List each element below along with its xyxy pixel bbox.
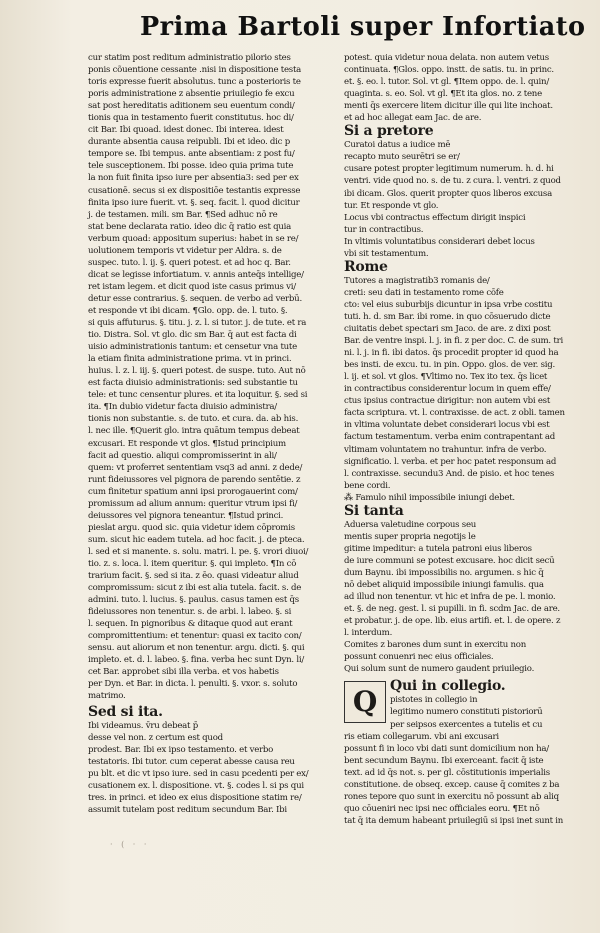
qui-in-collegio-line: constitutione. de obseq. excep. cause q̄ comites z ba (344, 779, 560, 790)
left-column-line: tele: et tunc censentur plures. et ita loquitur. §. sed si (88, 390, 308, 401)
left-column-line: finita ipso iure fuerit. vt. §. seq. facit. l. quod dicitur (88, 197, 300, 208)
section-heading-sed-si-ita: Sed si ita. (88, 703, 163, 720)
left-column-line: si quis affuturus. §. titu. j. z. l. si tutor. j. de tute. et ra (88, 318, 307, 329)
qui-in-collegio-line: text. ad id q̄s not. s. per gl. cōstitutionis imperialis (344, 767, 550, 778)
left-column-line: tio. z. s. loca. l. item queritur. §. qui impleto. ¶In cō (88, 558, 297, 569)
rome-line: facta scriptura. vt. l. contraxisse. de act. z obli. tamen (344, 408, 565, 419)
sed-si-ita-line: prodest. Bar. Ibi ex ipso testamento. et verbo (88, 744, 274, 755)
left-column-line: ita. ¶In dubio videtur facta diuisio administra/ (88, 402, 277, 413)
locus-summary (344, 212, 594, 260)
left-column-line: tio. Distra. Sol. vt glo. dic sm Bar. q̄ aut est facta di (88, 330, 297, 341)
left-column-line: runt fideiussores vel pignora de parendo sentētie. z (88, 474, 301, 485)
si-tanta-body (344, 519, 594, 639)
left-column-line: fideiussores non tenentur. s. de arbi. l. labeo. §. si (88, 607, 292, 618)
qui-in-collegio-line: tat q̄ ita demum habeant priuilegiū si ipsi inet sunt in (344, 815, 564, 826)
left-column-line: j. de testamen. mili. sm Bar. ¶Sed adhuc nō re (88, 209, 278, 220)
comites-line: Comites z barones dum sunt in exercitu non (344, 640, 527, 651)
left-column-line: la etiam finita administratione prima. vt in princi. (88, 354, 292, 365)
rome-line: l. ij. et sol. vt glos. ¶Vltimo no. Tex ito tex. q̄s licet (344, 372, 548, 383)
left-column-line: compromissum: sicut z ibi est alia tutela. facit. s. de (88, 583, 302, 594)
rome-line: cto: vel eius suburbijs dicuntur in ipsa vrbe costitu (344, 299, 553, 310)
left-column-line: facit ad questio. aliqui compromisserint in ali/ (88, 450, 277, 461)
si-tanta-line: dum Baynu. ibi impossibilis no. argumen. s hic q̄ (344, 567, 544, 578)
si-a-pretore-line: Curatoi datus a iudice mē (344, 140, 451, 151)
right-intro-line: et. §. eo. l. tutor. Sol. vt gl. ¶Item oppo. de. l. quin/ (344, 77, 549, 88)
footer-mark: · ( · · (110, 840, 150, 849)
left-column-line: cit Bar. Ibi quoad. idest donec. Ibi interea. idest (88, 125, 284, 136)
rome-line: bes insti. de excu. tu. in pin. Oppo. glos. de ver. sig. (344, 360, 555, 371)
left-column-line: verbum quoad: appositum superius: habet in se re/ (88, 233, 299, 244)
left-column-line: deiussores vel pignora teneantur. ¶Istud princi. (88, 510, 284, 521)
si-tanta-line: et. §. de neg. gest. l. si pupilli. in fi. scdm Jac. de are. (344, 604, 560, 615)
rome-line: Bar. de ventre inspi. l. j. in fi. z per doc. C. de sum. tri (344, 336, 563, 347)
left-column-line: et responde vt ibi dicam. ¶Glo. opp. de. l. tuto. §. (88, 305, 288, 316)
left-column-line: cum finitetur spatium anni ipsi prorogauerint com/ (88, 486, 298, 497)
left-column-line: durante absentia causa reipubli. Ibi et ideo. dic p (88, 137, 290, 148)
left-column-line: cusationē. secus si ex dispositiōe testantis expresse (88, 185, 301, 196)
left-column-line: stat bene declarata ratio. ideo dic q̄ ratio est quia (88, 221, 292, 232)
left-column-line: excusari. Et responde vt glos. ¶Istud principium (88, 438, 286, 449)
si-tanta-line: ad illud non tenentur. vt hic et infra de pe. l. monio. (344, 592, 556, 603)
right-intro-line: continuata. ¶Glos. oppo. instt. de satis. tu. in princ. (344, 65, 554, 76)
locus-line: vbi sit testamentum. (344, 248, 429, 259)
rome-line: vltimam voluntatem no trahuntur. infra de verbo. (344, 444, 547, 455)
si-a-pretore-line: tur. Et responde vt glo. (344, 200, 439, 211)
qui-in-collegio-line: ris etiam collegarum. vbi ani excusari (344, 731, 499, 742)
right-intro-line: menti q̄s exercere litem dicitur ille qui lite inchoat. (344, 101, 553, 112)
left-column-line: la non fuit finita ipso iure per absentia3: sed per ex (88, 173, 299, 184)
left-column (88, 52, 338, 816)
rome-line: l. contraxisse. secundu3 And. de pisio. et hoc tenes (344, 468, 555, 479)
left-column-line: tele susceptionem. Ibi posse. ideo quia prima tute (88, 161, 294, 172)
sed-si-ita-line: assumit tutelam post reditum secundum Bar. Ibi (88, 804, 287, 815)
sed-si-ita-line: cusationem ex. l. dispositione. vt. §. codes l. si ps qui (88, 780, 304, 791)
left-column-line: tionis qua in testamento fuerit constitutus. hoc di/ (88, 113, 294, 124)
locus-line: In vltimis voluntatibus considerari debet locus (344, 236, 535, 247)
rome-line: significatio. l. verba. et per hoc patet responsum ad (344, 456, 557, 467)
si-tanta-line: mentis super propria negotijs le (344, 531, 476, 542)
left-column-line: uisio administrationis tantum: et censetur vna tute (88, 342, 297, 353)
si-tanta-line: l. interdum. (344, 628, 393, 639)
left-column-line: sum. sicut hic eadem tutela. ad hoc facit. j. de pteca. (88, 534, 305, 545)
section-heading-qui-in-collegio: Qui in collegio. (390, 678, 506, 695)
left-column-line: suspec. tuto. l. ij. §. queri potest. et ad hoc q. Bar. (88, 257, 291, 268)
rome-body (344, 275, 594, 492)
qui-in-collegio-line: possunt fi in loco vbi dati sunt domicilium non ha/ (344, 743, 549, 754)
si-a-pretore-line: ibi dicam. Glos. querit propter quos liberos excusa (344, 188, 552, 199)
right-column (344, 52, 594, 827)
qui-in-collegio-line: legitimo numero constituti pistoriorū (390, 707, 543, 718)
qui-in-collegio-line: bent secundum Baynu. Ibi exerceant. facit q̄ iste (344, 755, 544, 766)
left-column-line: ponis cõuentione cessante .nisi in dispositione testa (88, 65, 302, 76)
paragraph-mark-icon: ⁂ (344, 492, 356, 503)
comites-line: possunt conuenri nec eius officiales. (344, 652, 494, 663)
rome-line: ni. l. j. in fi. ibi datos. q̄s procedit propter id quod ha (344, 348, 559, 359)
left-column-line: toris expresse fuerit absolutus. tunc a posterioris te (88, 77, 301, 88)
rome-line: in vltima voluntate debet considerari locus vbi est (344, 420, 550, 431)
si-a-pretore-line: ventri. vide quod no. s. de tu. z cura. l. ventri. z quod (344, 176, 561, 187)
si-tanta-line: de iure communi se potest excusare. hoc dicit secū (344, 555, 555, 566)
qui-in-collegio-line: per seipsos exercentes a tutelis et cu (390, 719, 543, 730)
rome-line: ctus ipsius contractue dirigitur: non autem vbi est (344, 396, 551, 407)
left-column-line: huius. l. z. l. iij. §. queri potest. de suspe. tuto. Aut nō (88, 366, 306, 377)
right-intro-body (344, 52, 594, 124)
comites-summary (344, 639, 594, 675)
left-column-line: l. sequen. In pignoribus & ditaque quod aut erant (88, 619, 293, 630)
sed-si-ita-line: tres. in princi. et ideo ex eius dispositione statim re/ (88, 792, 302, 803)
left-column-line: dicat se legisse infortiatum. v. annis anteq̄s intellige/ (88, 269, 304, 280)
qui-in-collegio-line: quo cōueniri nec ipsi nec officiales eoru. ¶Et nō (344, 803, 540, 814)
si-tanta-line: Aduersa valetudine corpous seu (344, 519, 477, 530)
left-column-line: matrimo. (88, 691, 126, 702)
si-a-pretore-body (344, 139, 594, 211)
left-column-line: impleto. et. d. l. labeo. §. fina. verba hec sunt Dyn. li/ (88, 655, 304, 666)
left-column-line: ret istam legem. et dicit quod iste casus primus vi/ (88, 281, 296, 292)
rome-line: bene cordi. (344, 480, 391, 491)
left-column-line: sensu. aut aliorum et non tenentur. argu. dicti. §. qui (88, 643, 305, 654)
si-tanta-line: nō debet aliquid impossibile iniungi famulis. qua (344, 580, 544, 591)
locus-line: Locus vbi contractus effectum dirigit inspici (344, 212, 526, 223)
page-title: Prima Bartoli super Infortiato (140, 12, 586, 42)
left-column-line: compromittentium: et tenentur: quasi ex tacito con/ (88, 631, 302, 642)
sed-si-ita-line: Ibi videamus. v̄ru debeat p̄ (88, 720, 198, 731)
rome-line: creti: seu dati in testamento rome cōfe (344, 287, 504, 298)
famulo-summary: Famulo nihil impossibile iniungi debet. (355, 492, 515, 503)
qui-in-collegio-line: pistotes in collegio in (390, 695, 478, 706)
left-column-line: cet Bar. approbet sibi illa verba. et vos habetis (88, 667, 279, 678)
left-column-line: l. sed et si manente. s. solu. matri. l. pe. §. vrori diuoi/ (88, 546, 309, 557)
left-column-line: per Dyn. et Bar. in dicta. l. penulti. §. vxor. s. soluto (88, 679, 298, 690)
sed-si-ita-line: testatoris. Ibi tutor. cum ceperat abesse causa reu (88, 756, 295, 767)
si-tanta-line: gitime impeditur: a tutela patroni eius liberos (344, 543, 532, 554)
rome-line: in contractibus considerentur locum in quem effe/ (344, 384, 551, 395)
qui-in-collegio-line: rones tepore quo sunt in exercitu nō possunt ab aliq (344, 791, 559, 802)
left-column-line: est facta diuisio administrationis: sed substantie tu (88, 378, 298, 389)
left-column-body (88, 52, 338, 703)
section-heading-rome: Rome (344, 258, 388, 275)
si-a-pretore-line: recapto muto seurētri se er/ (344, 152, 460, 163)
si-tanta-line: et probatur. j. de ope. lib. eius artifi. et. l. de opere. z (344, 616, 561, 627)
left-column-line: detur esse contrarius. §. sequen. de verbo ad verbū. (88, 293, 302, 304)
left-column-line: trarium facit. §. sed si ita. z ēo. quasi videatur aliud (88, 571, 299, 582)
rome-line: tuti. h. d. sm Bar. ibi rome. in quo cōsuerudo dicte (344, 311, 551, 322)
rome-line: factum testamentum. verba enim contrapentant ad (344, 432, 556, 443)
comites-line: Qui solum sunt de numero gaudent priuilegio. (344, 664, 535, 675)
left-column-line: promissum ad alium annum: queritur vtrum ipsi fi/ (88, 498, 298, 509)
left-column-line: admini. tuto. l. lucius. §. paulus. casus tamen est q̄s (88, 595, 299, 606)
right-intro-line: potest. quia videtur noua delata. non autem vetus (344, 53, 549, 63)
left-column-line: uolutionem temporis vt videtur per Aldra. s. de (88, 245, 282, 256)
rome-line: Tutores a magistratib3 romanis de/ (344, 275, 490, 286)
section-heading-si-a-pretore: Si a pretore (344, 123, 434, 140)
left-column-line: quem: vt proferret sententiam vsq3 ad anni. z dede/ (88, 462, 303, 473)
left-column-line: l. nec ille. ¶Querit glo. intra quātum tempus debeat (88, 426, 300, 437)
rome-line: ciuitatis debet spectari sm Jaco. de are. z dixi post (344, 324, 551, 335)
left-column-line: poris administratione z absentie priuilegio fe excu (88, 89, 295, 100)
section-heading-si-tanta: Si tanta (344, 502, 404, 519)
left-column-line: pieslat argu. quod sic. quia videtur idem cōpromis (88, 522, 295, 533)
left-column-line: cur statim post reditum administratio pilorio stes (88, 53, 291, 63)
left-column-line: tionis non substantie. s. de tuto. et cura. da. ab his. (88, 414, 299, 425)
sed-si-ita-line: desse vel non. z certum est quod (88, 732, 223, 743)
si-a-pretore-line: cusare potest propter legitimum numerum. h. d. hi (344, 164, 554, 175)
locus-line: tur in contractibus. (344, 224, 424, 235)
sed-si-ita-line: pu blt. et dic vt ipso iure. sed in casu pcedenti per ex/ (88, 768, 309, 779)
left-column-line: sat post hereditatis aditionem seu euentum condi/ (88, 101, 295, 112)
decorated-initial: Q (344, 681, 386, 723)
right-intro-line: et ad hoc allegat eam Jac. de are. (344, 113, 482, 124)
left-column-line: tempore se. Ibi tempus. ante absentiam: z post fu/ (88, 149, 295, 160)
left-section-body (88, 720, 338, 816)
right-intro-line: quaginta. s. eo. Sol. vt gl. ¶Et ita glos. no. z tene (344, 89, 542, 100)
